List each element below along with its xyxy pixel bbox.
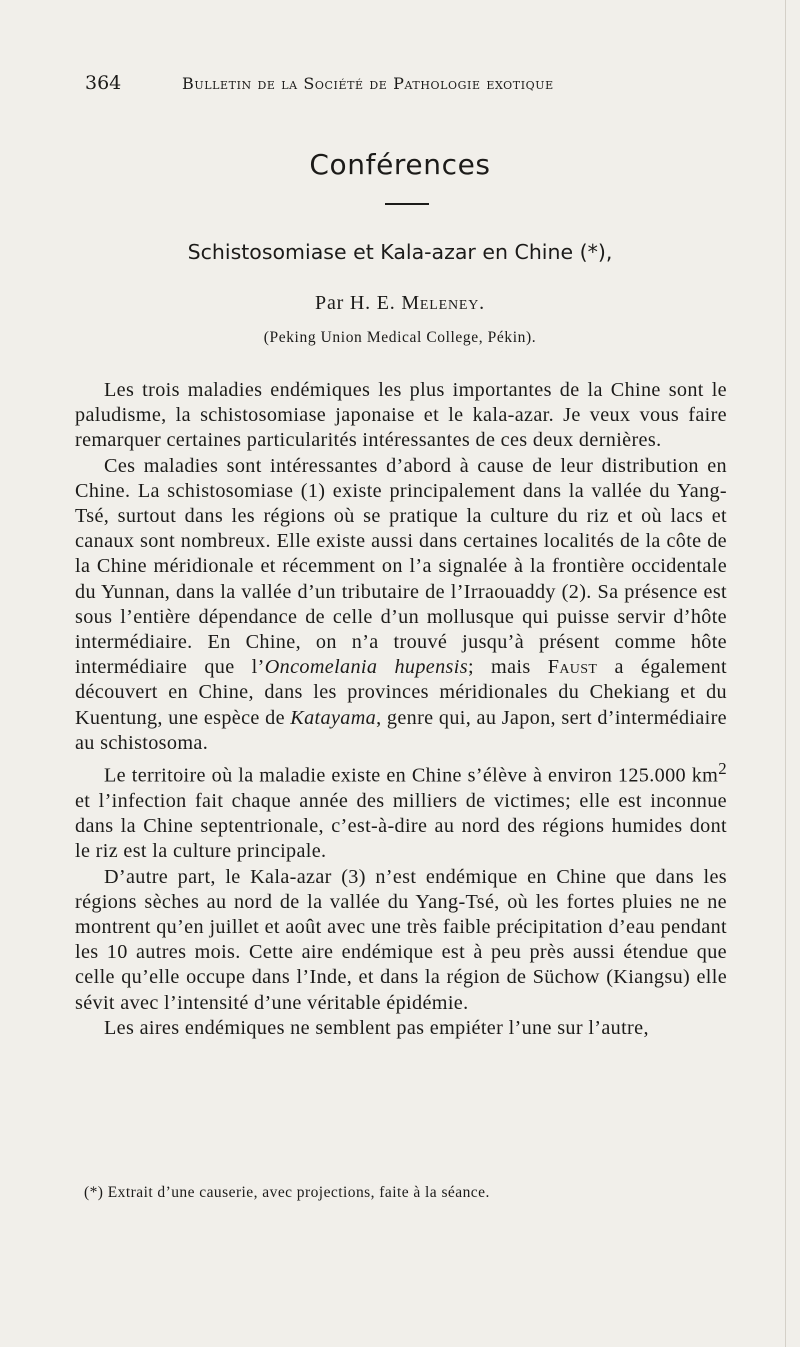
paragraph-3-text-b: et l’infection fait chaque année des milliers de victimes; elle est inconnue dans la Chine septentrionale, c’est-à-dire au nord des régions humides dont le riz est la culture principale. xyxy=(75,789,727,863)
article-title: Schistosomiase et Kala-azar en Chine (*), xyxy=(187,240,613,264)
page-header xyxy=(85,72,645,102)
paragraph-2-text-b: ; mais xyxy=(467,656,548,679)
footnote: (*) Extrait d’une causerie, avec projections, faite à la séance. xyxy=(84,1184,490,1201)
byline-prefix: Par xyxy=(315,292,345,314)
page-number: 364 xyxy=(85,72,122,94)
article-body xyxy=(75,378,727,1041)
paragraph-3 xyxy=(75,756,727,865)
paragraph-2 xyxy=(75,454,727,756)
author-name: H. E. Meleney. xyxy=(349,292,485,314)
section-title: Conférences xyxy=(309,148,491,181)
paragraph-4: D’autre part, le Kala-azar (3) n’est endémique en Chine que dans les régions sèches au nord de la vallée du Yang-Tsé, où les fortes pluies ne ne montrent qu’en juillet et août avec une très faible précipitation d’eau pendant les 10 autres mois. Cette aire endémique est à peu près aussi étendue que celle qu’elle occupe dans l’Inde, et dans la région de Süchow (Kiangsu) elle sévit avec l’intensité d’une véritable épidémie. xyxy=(75,865,727,1014)
running-title: Bulletin de la Société de Pathologie exotique xyxy=(182,74,554,93)
paragraph-2-text-c: a également découvert en Chine, dans les provinces méridionales du Chekiang et du Kuentung, une espèce de xyxy=(75,656,728,729)
paragraph-1: Les trois maladies endémiques les plus importantes de la Chine sont le paludisme, la schistosomiase japonaise et le kala-azar. Je veux vous faire remarquer certaines particularités intéressantes de ces deux dernières. xyxy=(75,379,727,452)
paragraph-5: Les aires endémiques ne semblent pas empiéter l’une sur l’autre, xyxy=(104,1016,649,1039)
paragraph-3-text-a: Le territoire où la maladie existe en Chine s’élève à environ 125.000 km xyxy=(104,764,719,787)
byline xyxy=(0,292,800,315)
title-rule xyxy=(385,203,429,205)
superscript-2: 2 xyxy=(718,759,727,779)
author-affiliation: (Peking Union Medical College, Pékin). xyxy=(263,329,537,346)
paragraph-2-text-d: , genre qui, au Japon, sert d’intermédiaire au schistosoma. xyxy=(75,706,727,754)
species-katayama: Katayama xyxy=(290,706,377,729)
cited-author-faust: Faust xyxy=(547,656,598,679)
species-oncomelania: Oncomelania hupensis xyxy=(264,656,468,679)
paragraph-2-text-a: Ces maladies sont intéressantes d’abord à cause de leur distribution en Chine. La schistosomiase (1) existe principalement dans la vallée du Yang-Tsé, surtout dans les régions où se pratique la culture du riz et où lacs et canaux sont nombreux. Elle existe aussi dans certaines localités de la côte de la Chine méridionale et récemment on l’a signalée à la frontière occidentale du Yunnan, dans la vallée d’un tributaire de l’Irraouaddy (2). Sa présence est sous l’entière dépendance de celle d’un mollusque qui puisse servir d’hôte intermédiaire. En Chine, on n’a trouvé jusqu’à présent comme hôte intermédiaire que l’ xyxy=(75,454,727,679)
scan-edge-line xyxy=(785,0,786,1347)
